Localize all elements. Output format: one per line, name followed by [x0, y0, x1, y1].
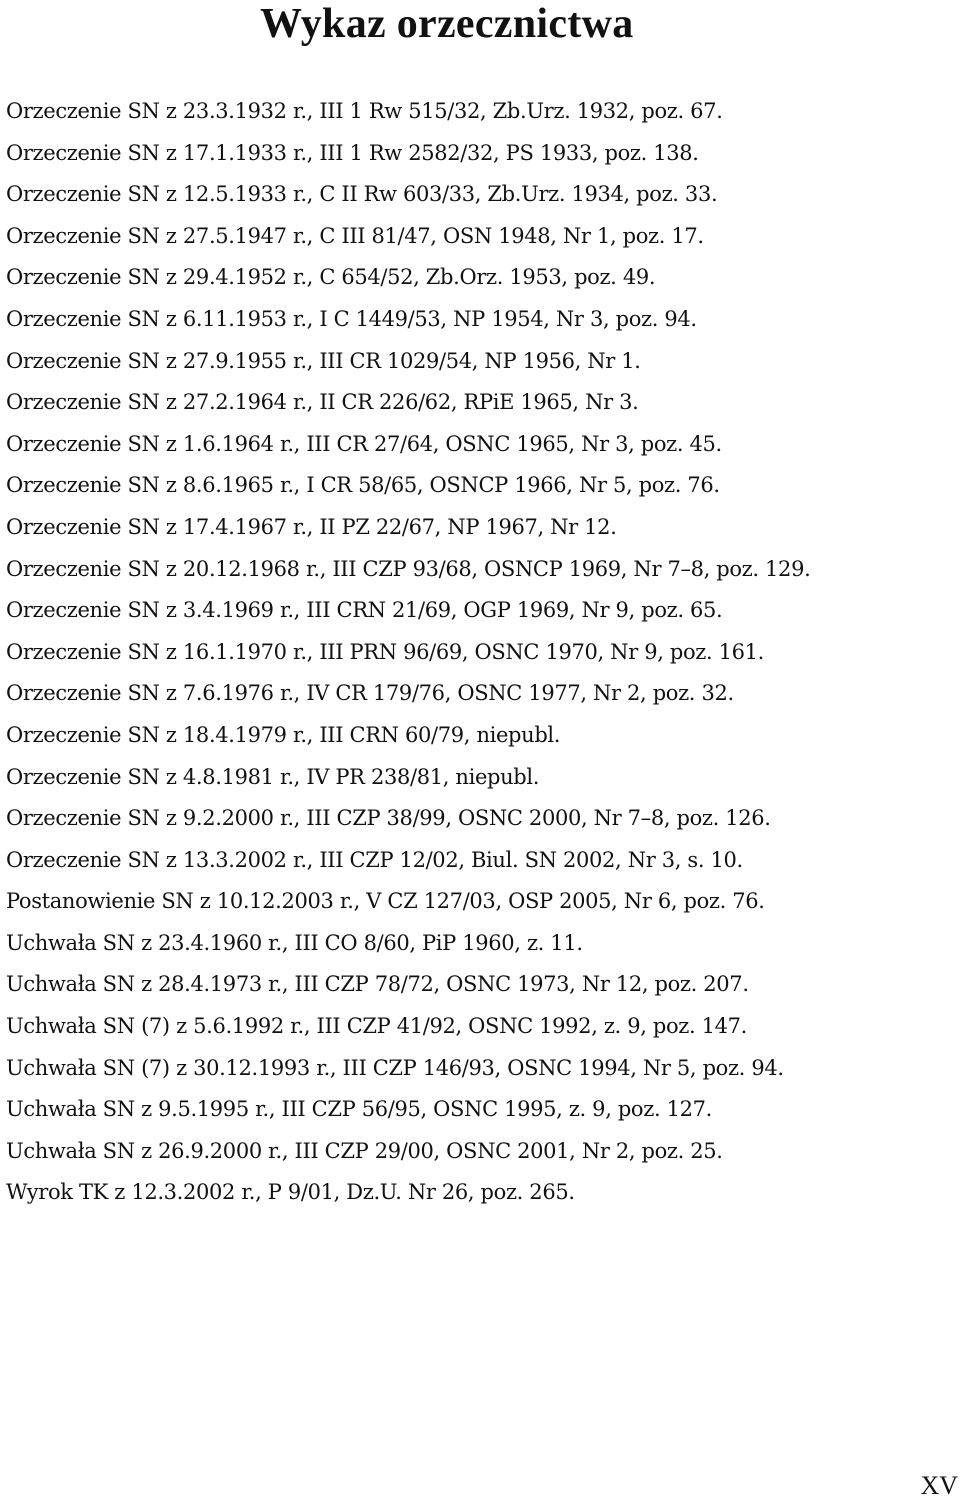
case-law-entry: Orzeczenie SN z 6.11.1953 r., I C 1449/53, NP 1954, Nr 3, poz. 94.	[6, 306, 697, 331]
case-law-entry: Orzeczenie SN z 9.2.2000 r., III CZP 38/99, OSNC 2000, Nr 7–8, poz. 126.	[6, 806, 771, 831]
case-law-entry: Orzeczenie SN z 3.4.1969 r., III CRN 21/69, OGP 1969, Nr 9, poz. 65.	[6, 598, 723, 623]
case-law-entry: Uchwała SN z 9.5.1995 r., III CZP 56/95, OSNC 1995, z. 9, poz. 127.	[6, 1097, 712, 1122]
case-law-entry: Uchwała SN z 26.9.2000 r., III CZP 29/00, OSNC 2001, Nr 2, poz. 25.	[6, 1138, 723, 1163]
case-law-entry: Orzeczenie SN z 17.4.1967 r., II PZ 22/67, NP 1967, Nr 12.	[6, 514, 617, 539]
page-number: XV	[920, 1471, 958, 1500]
case-law-entry: Orzeczenie SN z 29.4.1952 r., C 654/52, Zb.Orz. 1953, poz. 49.	[6, 265, 656, 290]
case-law-entry: Orzeczenie SN z 13.3.2002 r., III CZP 12/02, Biul. SN 2002, Nr 3, s. 10.	[6, 847, 743, 872]
case-law-entry: Orzeczenie SN z 27.9.1955 r., III CR 1029/54, NP 1956, Nr 1.	[6, 348, 641, 373]
case-law-entry: Uchwała SN z 28.4.1973 r., III CZP 78/72, OSNC 1973, Nr 12, poz. 207.	[6, 972, 749, 997]
case-law-entry: Orzeczenie SN z 4.8.1981 r., IV PR 238/81, niepubl.	[6, 764, 540, 789]
case-law-entry: Orzeczenie SN z 23.3.1932 r., III 1 Rw 515/32, Zb.Urz. 1932, poz. 67.	[6, 99, 723, 123]
case-law-entry: Orzeczenie SN z 20.12.1968 r., III CZP 93/68, OSNCP 1969, Nr 7–8, poz. 129.	[6, 556, 811, 581]
case-law-entry: Orzeczenie SN z 18.4.1979 r., III CRN 60/79, niepubl.	[6, 722, 561, 747]
case-law-entry: Uchwała SN (7) z 5.6.1992 r., III CZP 41/92, OSNC 1992, z. 9, poz. 147.	[6, 1014, 747, 1039]
case-law-entry: Uchwała SN z 23.4.1960 r., III CO 8/60, PiP 1960, z. 11.	[6, 930, 583, 955]
case-law-entry: Orzeczenie SN z 16.1.1970 r., III PRN 96/69, OSNC 1970, Nr 9, poz. 161.	[6, 639, 764, 664]
case-law-list	[6, 91, 956, 1214]
case-law-entry: Orzeczenie SN z 27.2.1964 r., II CR 226/62, RPiE 1965, Nr 3.	[6, 390, 639, 415]
case-law-entry: Uchwała SN (7) z 30.12.1993 r., III CZP 146/93, OSNC 1994, Nr 5, poz. 94.	[6, 1055, 784, 1080]
page-title: Wykaz orzecznictwa	[260, 1, 634, 47]
case-law-entry: Orzeczenie SN z 12.5.1933 r., C II Rw 603/33, Zb.Urz. 1934, poz. 33.	[6, 182, 718, 207]
case-law-entry: Orzeczenie SN z 17.1.1933 r., III 1 Rw 2582/32, PS 1933, poz. 138.	[6, 140, 699, 165]
case-law-entry: Orzeczenie SN z 8.6.1965 r., I CR 58/65, OSNCP 1966, Nr 5, poz. 76.	[6, 473, 720, 498]
case-law-entry: Postanowienie SN z 10.12.2003 r., V CZ 127/03, OSP 2005, Nr 6, poz. 76.	[6, 889, 765, 914]
case-law-entry: Wyrok TK z 12.3.2002 r., P 9/01, Dz.U. Nr 26, poz. 265.	[6, 1180, 575, 1205]
case-law-entry: Orzeczenie SN z 7.6.1976 r., IV CR 179/76, OSNC 1977, Nr 2, poz. 32.	[6, 681, 734, 706]
case-law-entry: Orzeczenie SN z 1.6.1964 r., III CR 27/64, OSNC 1965, Nr 3, poz. 45.	[6, 431, 722, 456]
case-law-entry: Orzeczenie SN z 27.5.1947 r., C III 81/47, OSN 1948, Nr 1, poz. 17.	[6, 223, 704, 248]
